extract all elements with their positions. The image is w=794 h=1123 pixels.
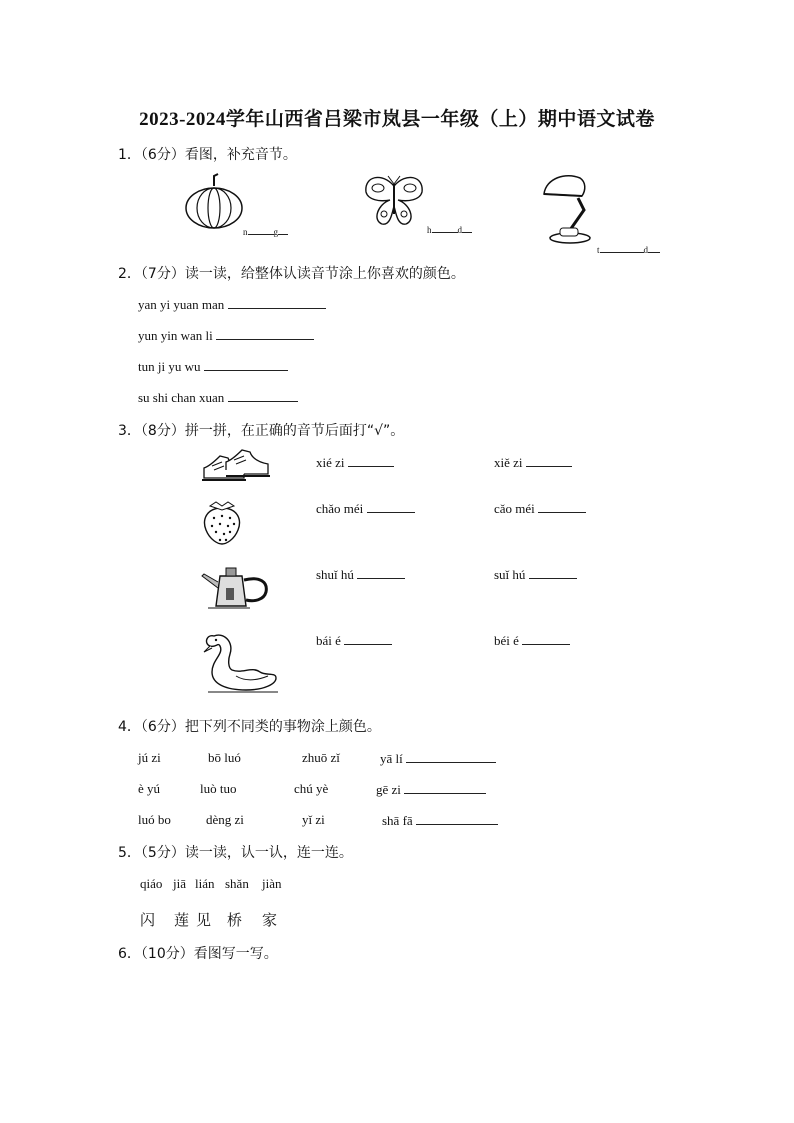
pumpkin-icon <box>184 172 244 230</box>
q4-item-text: shā fā <box>382 813 413 828</box>
sneakers-icon <box>200 448 272 484</box>
strawberry-icon <box>200 498 244 546</box>
butterfly-icon <box>362 174 426 228</box>
q2-line-4[interactable] <box>138 389 298 406</box>
page-title: 2023-2024学年山西省吕梁市岚县一年级（上）期中语文试卷 <box>139 109 655 130</box>
q3-row-4-b-text: béi é <box>494 633 519 648</box>
q4-item[interactable]: chú yè <box>294 781 329 796</box>
q3-row-2-a[interactable] <box>316 500 415 517</box>
q3-row-3-b-text: suǐ hú <box>494 567 526 582</box>
q4-item[interactable]: jú zi <box>138 750 161 765</box>
q3-row-4-a[interactable] <box>316 632 392 649</box>
q2-text-3: tun ji yu wu <box>138 359 201 374</box>
question-4-label: 4．（6分）把下列不同类的事物涂上颜色。 <box>118 719 381 735</box>
q1-blank-1-mid: g <box>273 227 278 237</box>
q4-item[interactable]: dèng zi <box>206 812 244 827</box>
q4-item[interactable]: luò tuo <box>200 781 237 796</box>
q4-item-text: gē zi <box>376 782 401 797</box>
q4-item[interactable] <box>380 750 496 767</box>
q3-row-4-b[interactable] <box>494 632 570 649</box>
q4-item[interactable]: è yú <box>138 781 161 796</box>
q5-char[interactable]: 桥 <box>227 911 243 929</box>
question-3-label: 3．（8分）拼一拼，在正确的音节后面打“√”。 <box>118 423 405 439</box>
q4-item-text: yā lí <box>380 751 403 766</box>
q5-char[interactable]: 见 <box>196 911 212 929</box>
q3-row-2-a-text: chǎo méi <box>316 501 364 516</box>
q3-row-3-b[interactable] <box>494 566 577 583</box>
q5-pinyin[interactable]: shǎn <box>225 876 249 891</box>
q1-blank-2-pre: h <box>427 225 432 235</box>
q5-char[interactable]: 闪 <box>140 911 156 929</box>
q3-row-1-b[interactable] <box>494 454 572 471</box>
q5-pinyin[interactable]: jiā <box>173 876 186 891</box>
q4-item[interactable] <box>382 812 498 829</box>
q5-pinyin[interactable]: jiàn <box>262 876 282 891</box>
q3-row-1-a[interactable] <box>316 454 394 471</box>
q1-blank-2-mid: d <box>457 225 462 235</box>
q1-blank-3[interactable] <box>597 240 660 255</box>
q1-blank-1[interactable] <box>243 222 288 237</box>
q4-item[interactable]: bō luó <box>208 750 241 765</box>
q3-row-2-b-text: cǎo méi <box>494 501 535 516</box>
question-2-label: 2．（7分）读一读，给整体认读音节涂上你喜欢的颜色。 <box>118 266 465 282</box>
q3-row-3-a-text: shuǐ hú <box>316 567 354 582</box>
question-5-label: 5．（5分）读一读，认一认，连一连。 <box>118 845 353 861</box>
q2-text-4: su shi chan xuan <box>138 390 225 405</box>
q5-pinyin[interactable]: lián <box>195 876 215 891</box>
desk-lamp-icon <box>536 170 602 248</box>
q2-line-3[interactable] <box>138 358 288 375</box>
kettle-icon <box>198 562 270 612</box>
q3-row-3-a[interactable] <box>316 566 405 583</box>
question-1-label: 1．（6分）看图，补充音节。 <box>118 147 297 163</box>
q2-text-1: yan yi yuan man <box>138 297 225 312</box>
q1-blank-3-pre: t <box>597 245 600 255</box>
q2-line-2[interactable] <box>138 327 314 344</box>
q4-item[interactable]: luó bo <box>138 812 171 827</box>
q5-char[interactable]: 家 <box>262 911 278 929</box>
q3-row-1-a-text: xié zi <box>316 455 345 470</box>
q1-blank-2[interactable] <box>427 220 472 235</box>
q2-line-1[interactable] <box>138 296 326 313</box>
q1-blank-1-pre: n <box>243 227 248 237</box>
q3-row-1-b-text: xiě zi <box>494 455 523 470</box>
q5-char[interactable]: 莲 <box>174 911 190 929</box>
q3-row-2-b[interactable] <box>494 500 586 517</box>
q4-item[interactable]: zhuō zǐ <box>302 750 340 765</box>
q3-row-4-a-text: bái é <box>316 633 341 648</box>
q4-item[interactable]: yǐ zi <box>302 812 325 827</box>
q4-item[interactable] <box>376 781 486 798</box>
question-6-label: 6．（10分）看图写一写。 <box>118 946 278 962</box>
q2-text-2: yun yin wan li <box>138 328 213 343</box>
q1-blank-3-mid: d <box>643 245 649 255</box>
q5-pinyin[interactable]: qiáo <box>140 876 163 891</box>
swan-icon <box>202 630 280 696</box>
